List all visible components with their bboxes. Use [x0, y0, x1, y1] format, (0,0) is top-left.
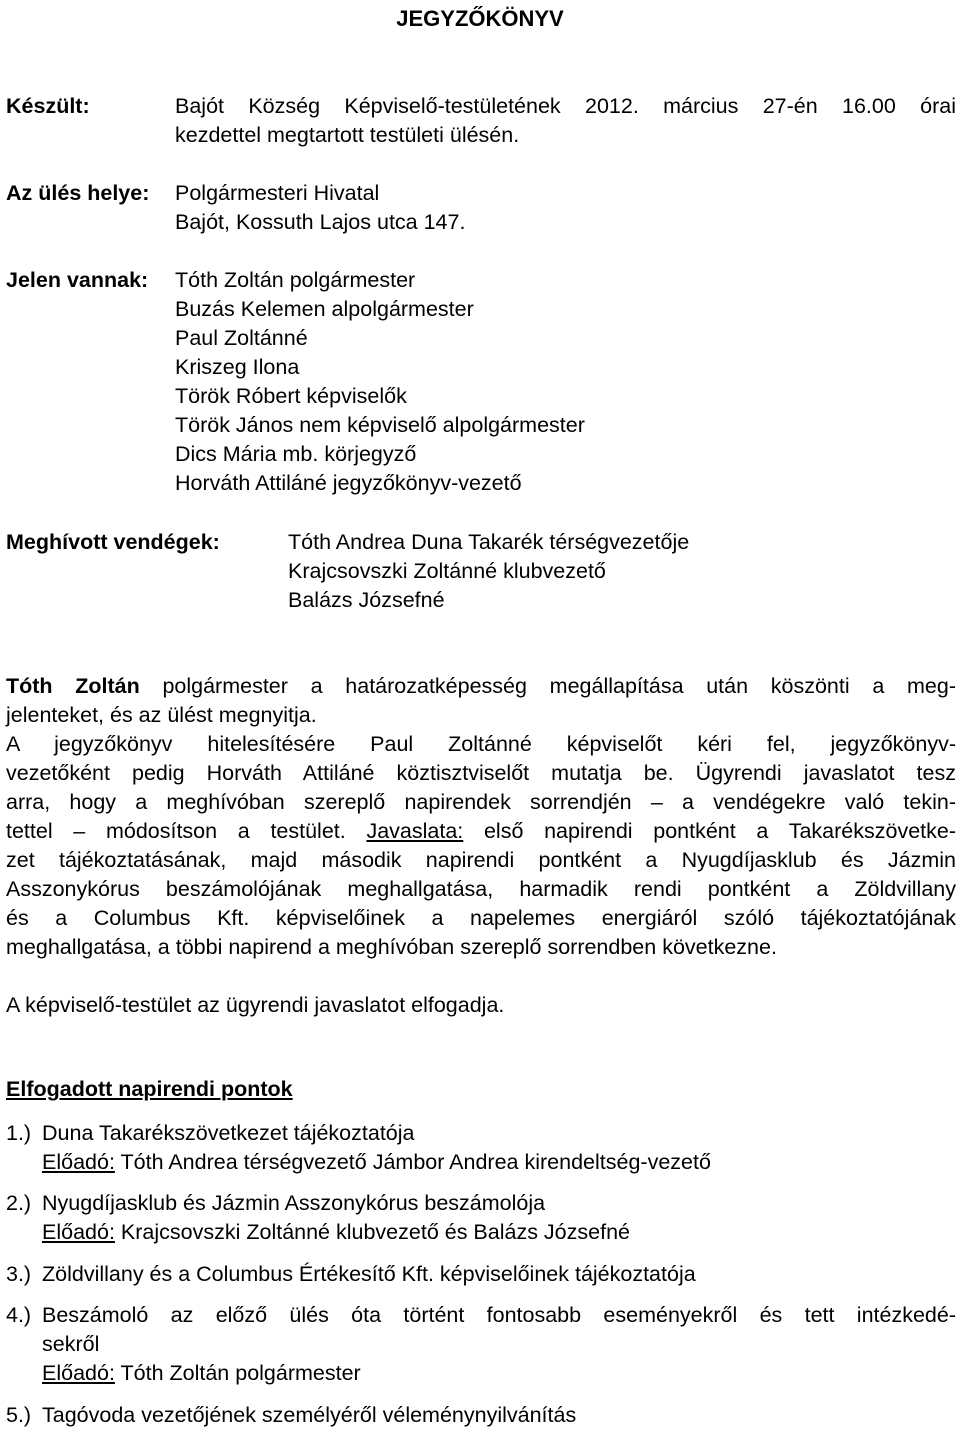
- jelen-item: Török Róbert képviselők: [175, 384, 407, 408]
- agenda-title: Elfogadott napirendi pontok: [6, 1077, 293, 1101]
- hely-line-2: Bajót, Kossuth Lajos utca 147.: [175, 210, 466, 234]
- agenda-item-4: [6, 1301, 956, 1388]
- agenda-item-presenter: [42, 1148, 956, 1177]
- presenter-label: Előadó:: [42, 1150, 115, 1174]
- intro-line: [6, 672, 956, 701]
- intro-line: meghallgatása, a többi napirend a meghívóban szereplő sorrendben következne.: [6, 935, 777, 959]
- agenda-item-text: Tagóvoda vezetőjének személyéről véleménynyilvánítás: [42, 1403, 577, 1427]
- agenda-item-number: 2.): [6, 1191, 32, 1215]
- intro-line: jelenteket, és az ülést megnyitja.: [6, 703, 317, 727]
- jelen-item: Dics Mária mb. körjegyző: [175, 442, 417, 466]
- agenda-item-5: [6, 1401, 956, 1430]
- agenda-item-text: Zöldvillany és a Columbus Értékesítő Kft. képviselőinek tájékoztatója: [42, 1262, 696, 1286]
- agenda-item-number: 1.): [6, 1121, 32, 1145]
- jelen-label: Jelen vannak:: [6, 268, 149, 292]
- agenda-item-text: Beszámoló az előző ülés óta történt fontosabb eseményekről és tett intézkedé-: [42, 1303, 956, 1327]
- presenter-name: Krajcsovszki Zoltánné klubvezető és Balázs Józsefné: [120, 1220, 630, 1244]
- mayor-name: Tóth Zoltán: [6, 674, 140, 698]
- intro-line: [6, 817, 956, 846]
- intro-line-6b: első napirendi pontként a Takarékszövetke-: [483, 819, 956, 843]
- vendegek-list: [288, 528, 689, 615]
- agenda-item-presenter: [42, 1359, 956, 1388]
- jelen-list: [175, 266, 585, 498]
- intro-line: Asszonykórus beszámolójának meghallgatása, harmadik rendi pontként a Zöldvillany: [6, 877, 956, 901]
- jelen-item: Buzás Kelemen alpolgármester: [175, 297, 474, 321]
- keszult-label: Készült:: [6, 94, 90, 118]
- agenda-item-text: Nyugdíjasklub és Jázmin Asszonykórus beszámolója: [42, 1191, 546, 1215]
- jelen-item: Paul Zoltánné: [175, 326, 308, 350]
- agenda-item-number: 4.): [6, 1303, 32, 1327]
- agenda-item-number: 5.): [6, 1403, 32, 1427]
- keszult-value: [175, 92, 956, 150]
- presenter-label: Előadó:: [42, 1361, 115, 1385]
- jelen-item: Tóth Zoltán polgármester: [175, 268, 416, 292]
- agenda-item-1: [6, 1119, 956, 1177]
- javaslata-label: Javaslata:: [366, 819, 464, 843]
- keszult-line-2: kezdettel megtartott testületi ülésén.: [175, 123, 520, 147]
- intro-line-1-rest: polgármester a határozatképesség megállapítása után köszönti a meg-: [162, 674, 956, 698]
- hely-label: Az ülés helye:: [6, 181, 150, 205]
- vendeg-item: Tóth Andrea Duna Takarék térségvezetője: [288, 530, 690, 554]
- document-title: JEGYZŐKÖNYV: [396, 6, 564, 31]
- presenter-name: Tóth Andrea térségvezető Jámbor Andrea kirendeltség-vezető: [120, 1150, 711, 1174]
- agenda-item-number: 3.): [6, 1262, 32, 1286]
- intro-line: vezetőként pedig Horváth Attiláné köztisztviselőt mutatja be. Ügyrendi javaslatot tesz: [6, 761, 956, 785]
- keszult-line-1: Bajót Község Képviselő-testületének 2012. március 27-én 16.00 órai: [175, 94, 956, 118]
- agenda-item-2: [6, 1189, 956, 1247]
- intro-line-6a: tettel – módosítson a testület.: [6, 819, 346, 843]
- presenter-label: Előadó:: [42, 1220, 115, 1244]
- presenter-name: Tóth Zoltán polgármester: [120, 1361, 361, 1385]
- hely-value: [175, 179, 465, 237]
- agenda-item-3: [6, 1260, 956, 1289]
- vendeg-item: Krajcsovszki Zoltánné klubvezető: [288, 559, 606, 583]
- hely-line-1: Polgármesteri Hivatal: [175, 181, 380, 205]
- intro-line: zet tájékoztatásának, majd második napirendi pontként a Nyugdíjasklub és Jázmin: [6, 848, 956, 872]
- agenda-item-presenter: [42, 1218, 956, 1247]
- jelen-item: Horváth Attiláné jegyzőkönyv-vezető: [175, 471, 522, 495]
- jelen-item: Kriszeg Ilona: [175, 355, 300, 379]
- intro-paragraph: [6, 672, 956, 962]
- intro-line: A jegyzőkönyv hitelesítésére Paul Zoltánné képviselőt kéri fel, jegyzőkönyv-: [6, 732, 956, 756]
- decision-text: A képviselő-testület az ügyrendi javaslatot elfogadja.: [6, 993, 505, 1017]
- vendegek-label: Meghívott vendégek:: [6, 530, 220, 554]
- jelen-item: Török János nem képviselő alpolgármester: [175, 413, 585, 437]
- agenda-item-text-cont: sekről: [42, 1332, 100, 1356]
- intro-line: arra, hogy a meghívóban szereplő napirendek sorrendjén – a vendégekre való tekin-: [6, 790, 956, 814]
- agenda-item-text: Duna Takarékszövetkezet tájékoztatója: [42, 1121, 415, 1145]
- vendeg-item: Balázs Józsefné: [288, 588, 445, 612]
- intro-line: és a Columbus Kft. képviselőinek a napelemes energiáról szóló tájékoztatójának: [6, 906, 956, 930]
